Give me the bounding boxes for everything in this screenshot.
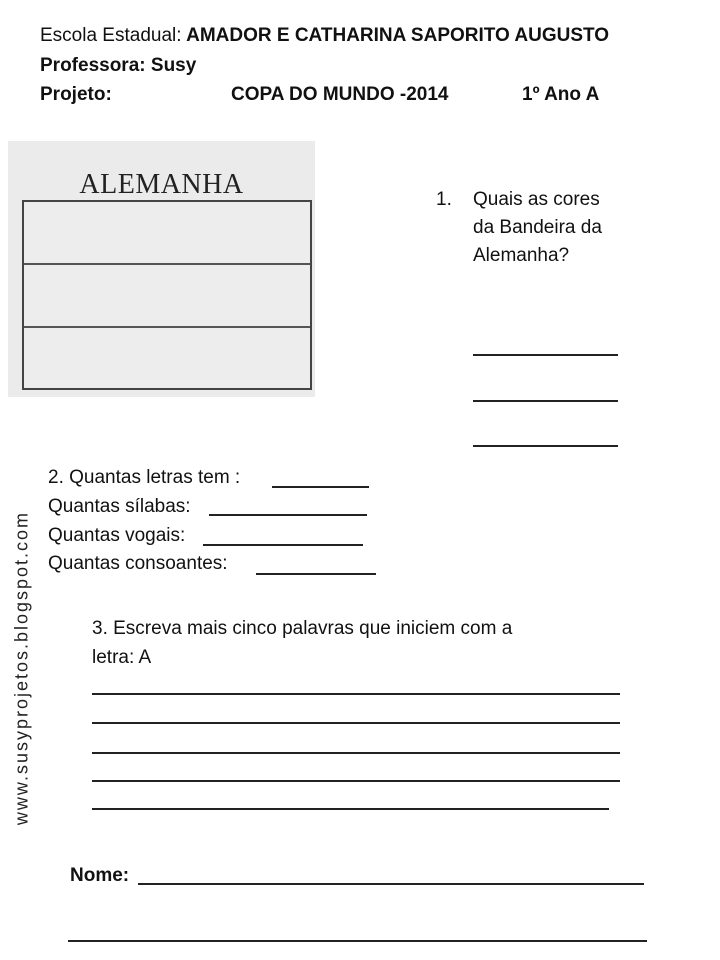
answer-blank[interactable] [68, 940, 647, 942]
watermark: www.susyprojetos.blogspot.com [11, 510, 32, 826]
answer-blank[interactable] [92, 722, 620, 724]
teacher-line [40, 55, 196, 77]
answer-blank[interactable] [209, 514, 367, 516]
name-field[interactable] [138, 883, 644, 885]
question1-number: 1. [436, 189, 452, 210]
answer-blank[interactable] [272, 486, 369, 488]
project-label: Projeto: [40, 84, 112, 105]
answer-blank[interactable] [92, 693, 620, 695]
answer-blank[interactable] [256, 573, 376, 575]
answer-blank[interactable] [473, 445, 618, 447]
answer-blank[interactable] [473, 400, 618, 402]
answer-blank[interactable] [92, 780, 620, 782]
question1-line: Quais as cores [473, 189, 600, 210]
school-line [40, 25, 609, 47]
teacher-label: Professora: [40, 55, 146, 76]
school-name: AMADOR E CATHARINA SAPORITO AUGUSTO [186, 25, 610, 46]
question3-text: 3. Escreva mais cinco palavras que iniciem com a [92, 618, 513, 639]
name-label: Nome: [70, 865, 130, 886]
flag-stripe-divider [24, 263, 310, 266]
flag-panel [8, 141, 315, 397]
class-name: 1º Ano A [522, 84, 600, 105]
question2-prompt: 2. Quantas letras tem : [48, 467, 241, 488]
flag-stripe-divider [24, 326, 310, 329]
question3-text: letra: A [92, 647, 152, 668]
question2-prompt: Quantas consoantes: [48, 553, 228, 574]
question2-prompt: Quantas vogais: [48, 525, 186, 546]
question2-prompt: Quantas sílabas: [48, 496, 191, 517]
project-name: COPA DO MUNDO -2014 [231, 84, 449, 105]
answer-blank[interactable] [92, 752, 620, 754]
question1-line: da Bandeira da [473, 217, 602, 238]
question1-line: Alemanha? [473, 245, 570, 266]
flag-title: ALEMANHA [79, 169, 244, 200]
teacher-name: Susy [150, 55, 197, 76]
answer-blank[interactable] [92, 808, 609, 810]
school-label: Escola Estadual: [40, 25, 182, 46]
answer-blank[interactable] [473, 354, 618, 356]
flag-outline[interactable] [22, 200, 312, 390]
answer-blank[interactable] [203, 544, 363, 546]
